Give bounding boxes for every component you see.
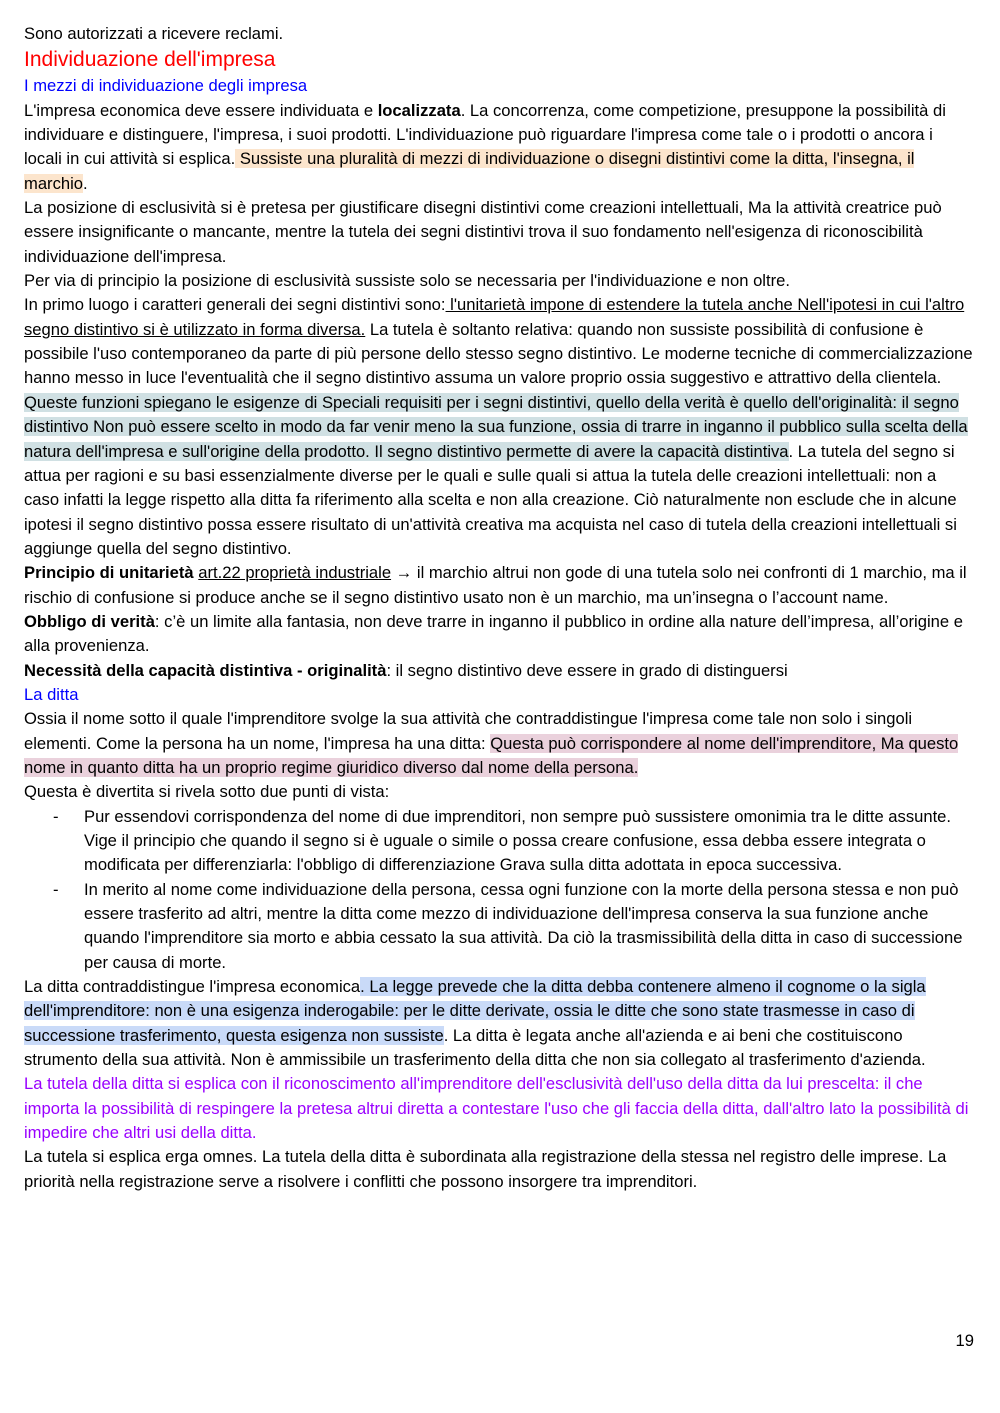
bold-capacita-distintiva: Necessità della capacità distintiva - originalità — [24, 660, 387, 680]
dash-list — [24, 805, 974, 975]
paragraph-impresa-economica — [24, 99, 974, 196]
paragraph-ditta-contraddistingue — [24, 975, 974, 1072]
paragraph-nome-imprenditore — [24, 707, 974, 780]
text: . La ditta è legata anche all'azienda e ai beni che costituiscono strumento della sua attività. Non è ammissibile un trasferimento della ditta che non sia collegato al trasferimento d'azienda. — [24, 1025, 926, 1070]
paragraph-principio-unitarieta — [24, 561, 974, 610]
bold-principio-unitarieta: Principio di unitarietà — [24, 563, 194, 583]
subheading-mezzi: I mezzi di individuazione degli impresa — [24, 76, 308, 96]
heading-individuazione: Individuazione dell'impresa — [24, 48, 276, 72]
text: . La tutela del segno si attua per ragioni e su basi essenzialmente diverse per le quali e sulle quali si attua la tutela delle creazioni intellettuali: non a caso infatti la legge rispetto alla ditta fa riferimento alla scelta e non alla creazione. Ciò naturalmente non esclude che in alcune ipotesi il segno distintivo possa essere risultato di un'attività creativa ma acquista nel caso di tutela della creazioni intellettuali si aggiunge quella del segno distintivo. — [24, 441, 957, 558]
paragraph-erga-omnes: La tutela si esplica erga omnes. La tutela della ditta è subordinata alla registrazione della stessa nel registro delle imprese. La priorità nella registrazione serve a risolvere i conflitti che possono insorgere tra imprenditori. — [24, 1147, 947, 1191]
text: . La concorrenza, come competizione, presuppone la possibilità di individuare e distinguere, l'impresa, i suoi prodotti. L'individuazione può riguardare l'impresa come tale o i prodotti o ancora i locali in cui attività si esplica. — [24, 100, 946, 169]
paragraph-principio: Per via di principio la posizione di esclusività sussiste solo se necessaria per l'individuazione e non oltre. — [24, 271, 790, 291]
intro-line: Sono autorizzati a ricevere reclami. — [24, 24, 284, 43]
text: In primo luogo i caratteri generali dei segni distintivi sono: — [24, 295, 446, 315]
list-item — [24, 878, 974, 975]
highlight-pink: Questa può corrispondere al nome dell'imprenditore, Ma questo nome in quanto ditta ha un proprio regime giuridico diverso dal nome della persona. — [24, 733, 959, 777]
text: : c’è un limite alla fantasia, non deve trarre in inganno il pubblico in ordine alla nature dell’impresa, all’origine e alla provenienza. — [24, 611, 963, 656]
text: : il segno distintivo deve essere in grado di distinguersi — [386, 660, 788, 680]
text: La tutela è soltanto relativa: quando non sussiste possibilità di confusione è possibile l'uso contemporaneo da parte di più persone dello stesso segno distintivo. Le moderne tecniche di commercializzazione hanno messo in luce l'eventualità che il segno distintivo assuma un valore proprio ossia suggestivo e attrattivo della clientela. — [24, 319, 973, 388]
paragraph-funzioni — [24, 391, 974, 561]
text: → il marchio altrui non gode di una tutela solo nei confronti di 1 marchio, ma il rischio di confusione si produce anche se il segno distintivo usato non è un marchio, ma un’insegna o l’account name. — [24, 563, 967, 607]
list-item — [24, 805, 974, 878]
list-item-text: Pur essendovi corrispondenza del nome di due imprenditori, non sempre può sussistere omonimia tra le ditte assunte. Vige il principio che quando il segno si è uguale o simile o possa creare confusione, essa debba essere integrata o modificata per differenziarla: l'obbligo di differenziazione Grava sulla ditta adottata in epoca successiva. — [84, 806, 952, 875]
highlight-orange: Sussiste una pluralità di mezzi di individuazione o disegni distintivi come la ditta, l'insegna, il marchio — [24, 149, 915, 193]
highlight-blue: . La legge prevede che la ditta debba contenere almeno il cognome o la sigla dell'imprenditore: non è una esigenza inderogabile: per le ditte derivate, ossia le ditte che sono state trasmesse in caso di successione trasferimento, questa esigenza non sussiste — [24, 977, 926, 1045]
text: La ditta contraddistingue l'impresa economica — [24, 977, 361, 997]
dash-bullet: - — [53, 879, 59, 899]
highlight-teal: Queste funzioni spiegano le esigenze di Speciali requisiti per i segni distintivi, quello della verità è quello dell'originalità: il segno distintivo Non può essere scelto in modo da far venir meno la sua funzione, ossia di trarre in inganno il pubblico sulla scelta della natura dell'impresa e sull'origine della prodotto. Il segno distintivo permette di avere la capacità distintiva — [24, 392, 968, 461]
paragraph-caratteri-generali — [24, 293, 974, 390]
paragraph-tutela-purple: La tutela della ditta si esplica con il riconoscimento all'imprenditore dell'esclusività dell'uso della ditta da lui prescelta: il che importa la possibilità di respingere la pretesa altrui diretta a contestare l'uso che gli faccia della ditta, dall'altro lato la possibilità di impedire che altri usi della ditta. — [24, 1074, 969, 1143]
document-body — [24, 22, 974, 1194]
underlined-unitarieta: l'unitarietà impone di estendere la tutela anche Nell'ipotesi in cui l'altro segno distintivo si è utilizzato in forma diversa. — [24, 295, 965, 339]
paragraph-capacita-distintiva — [24, 659, 974, 683]
page-number: 19 — [955, 1331, 974, 1350]
bold-obbligo-verita: Obbligo di verità — [24, 611, 155, 631]
paragraph-esclusivita: La posizione di esclusività si è pretesa per giustificare disegni distintivi come creazioni intellettuali, Ma la attività creatrice può essere insignificante o mancante, mentre la tutela dei segni distintivi trova il suo fondamento nell'esigenza di riconoscibilità individuazione dell'impresa. — [24, 198, 942, 266]
bold-localizzata: localizzata — [377, 100, 461, 120]
text: Ossia il nome sotto il quale l'imprenditore svolge la sua attività che contraddistingue l'impresa come tale non solo i singoli elementi. Come la persona ha un nome, l'impresa ha una ditta: — [24, 709, 913, 753]
subheading-ditta: La ditta — [24, 684, 79, 704]
paragraph-punti-di-vista: Questa è divertita si rivela sotto due punti di vista: — [24, 782, 390, 802]
dash-bullet: - — [53, 806, 59, 826]
paragraph-obbligo-verita — [24, 610, 974, 659]
text: . — [83, 173, 88, 193]
link-art22[interactable]: art.22 proprietà industriale — [198, 563, 392, 583]
text: L'impresa economica deve essere individuata e — [24, 100, 378, 120]
list-item-text: In merito al nome come individuazione della persona, cessa ogni funzione con la morte della persona stessa e non può essere trasferito ad altri, mentre la ditta come mezzo di individuazione dell'impresa conserva la sua funzione anche quando l'imprenditore sia morto e abbia cessato la sua attività. Da ciò la trasmissibilità della ditta in caso di successione per causa di morte. — [84, 879, 963, 972]
